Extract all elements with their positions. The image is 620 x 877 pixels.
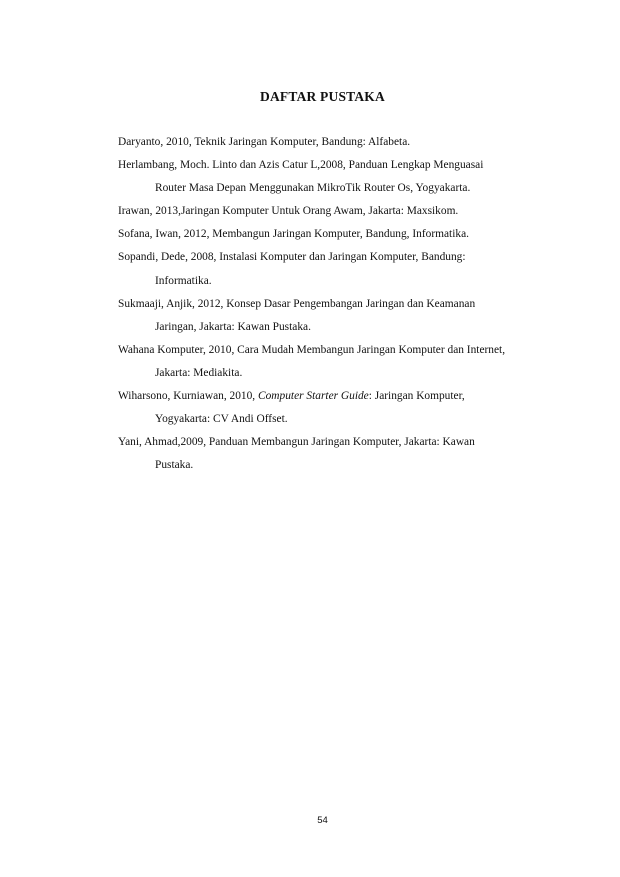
- reference-entry: Sopandi, Dede, 2008, Instalasi Komputer dan Jaringan Komputer, Bandung: Informatika.: [118, 251, 466, 287]
- reference-entry: Yani, Ahmad,2009, Panduan Membangun Jaringan Komputer, Jakarta: Kawan Pustaka.: [118, 436, 475, 472]
- reference-entry: Sofana, Iwan, 2012, Membangun Jaringan Komputer, Bandung, Informatika.: [118, 228, 469, 241]
- page-title: DAFTAR PUSTAKA: [260, 89, 385, 104]
- reference-author-part: Wiharsono, Kurniawan, 2010,: [118, 390, 258, 403]
- reference-entry: Wahana Komputer, 2010, Cara Mudah Membangun Jaringan Komputer dan Internet, Jakarta: Mediakita.: [118, 343, 506, 379]
- reference-book-title: Computer Starter Guide: [258, 390, 369, 403]
- reference-publisher-part: : Jaringan Komputer, Yogyakarta: CV Andi Offset.: [155, 390, 465, 426]
- reference-entry: [118, 385, 513, 431]
- reference-list: [118, 131, 513, 477]
- reference-entry: Sukmaaji, Anjik, 2012, Konsep Dasar Pengembangan Jaringan dan Keamanan Jaringan, Jakarta: Kawan Pustaka.: [118, 297, 476, 333]
- reference-entry: Herlambang, Moch. Linto dan Azis Catur L,2008, Panduan Lengkap Menguasai Router Masa Depan Menggunakan MikroTik Router Os, Yogyakarta.: [118, 159, 484, 195]
- page-number: 54: [317, 815, 328, 826]
- reference-entry: Irawan, 2013,Jaringan Komputer Untuk Orang Awam, Jakarta: Maxsikom.: [118, 205, 459, 218]
- reference-entry: Daryanto, 2010, Teknik Jaringan Komputer, Bandung: Alfabeta.: [118, 136, 411, 148]
